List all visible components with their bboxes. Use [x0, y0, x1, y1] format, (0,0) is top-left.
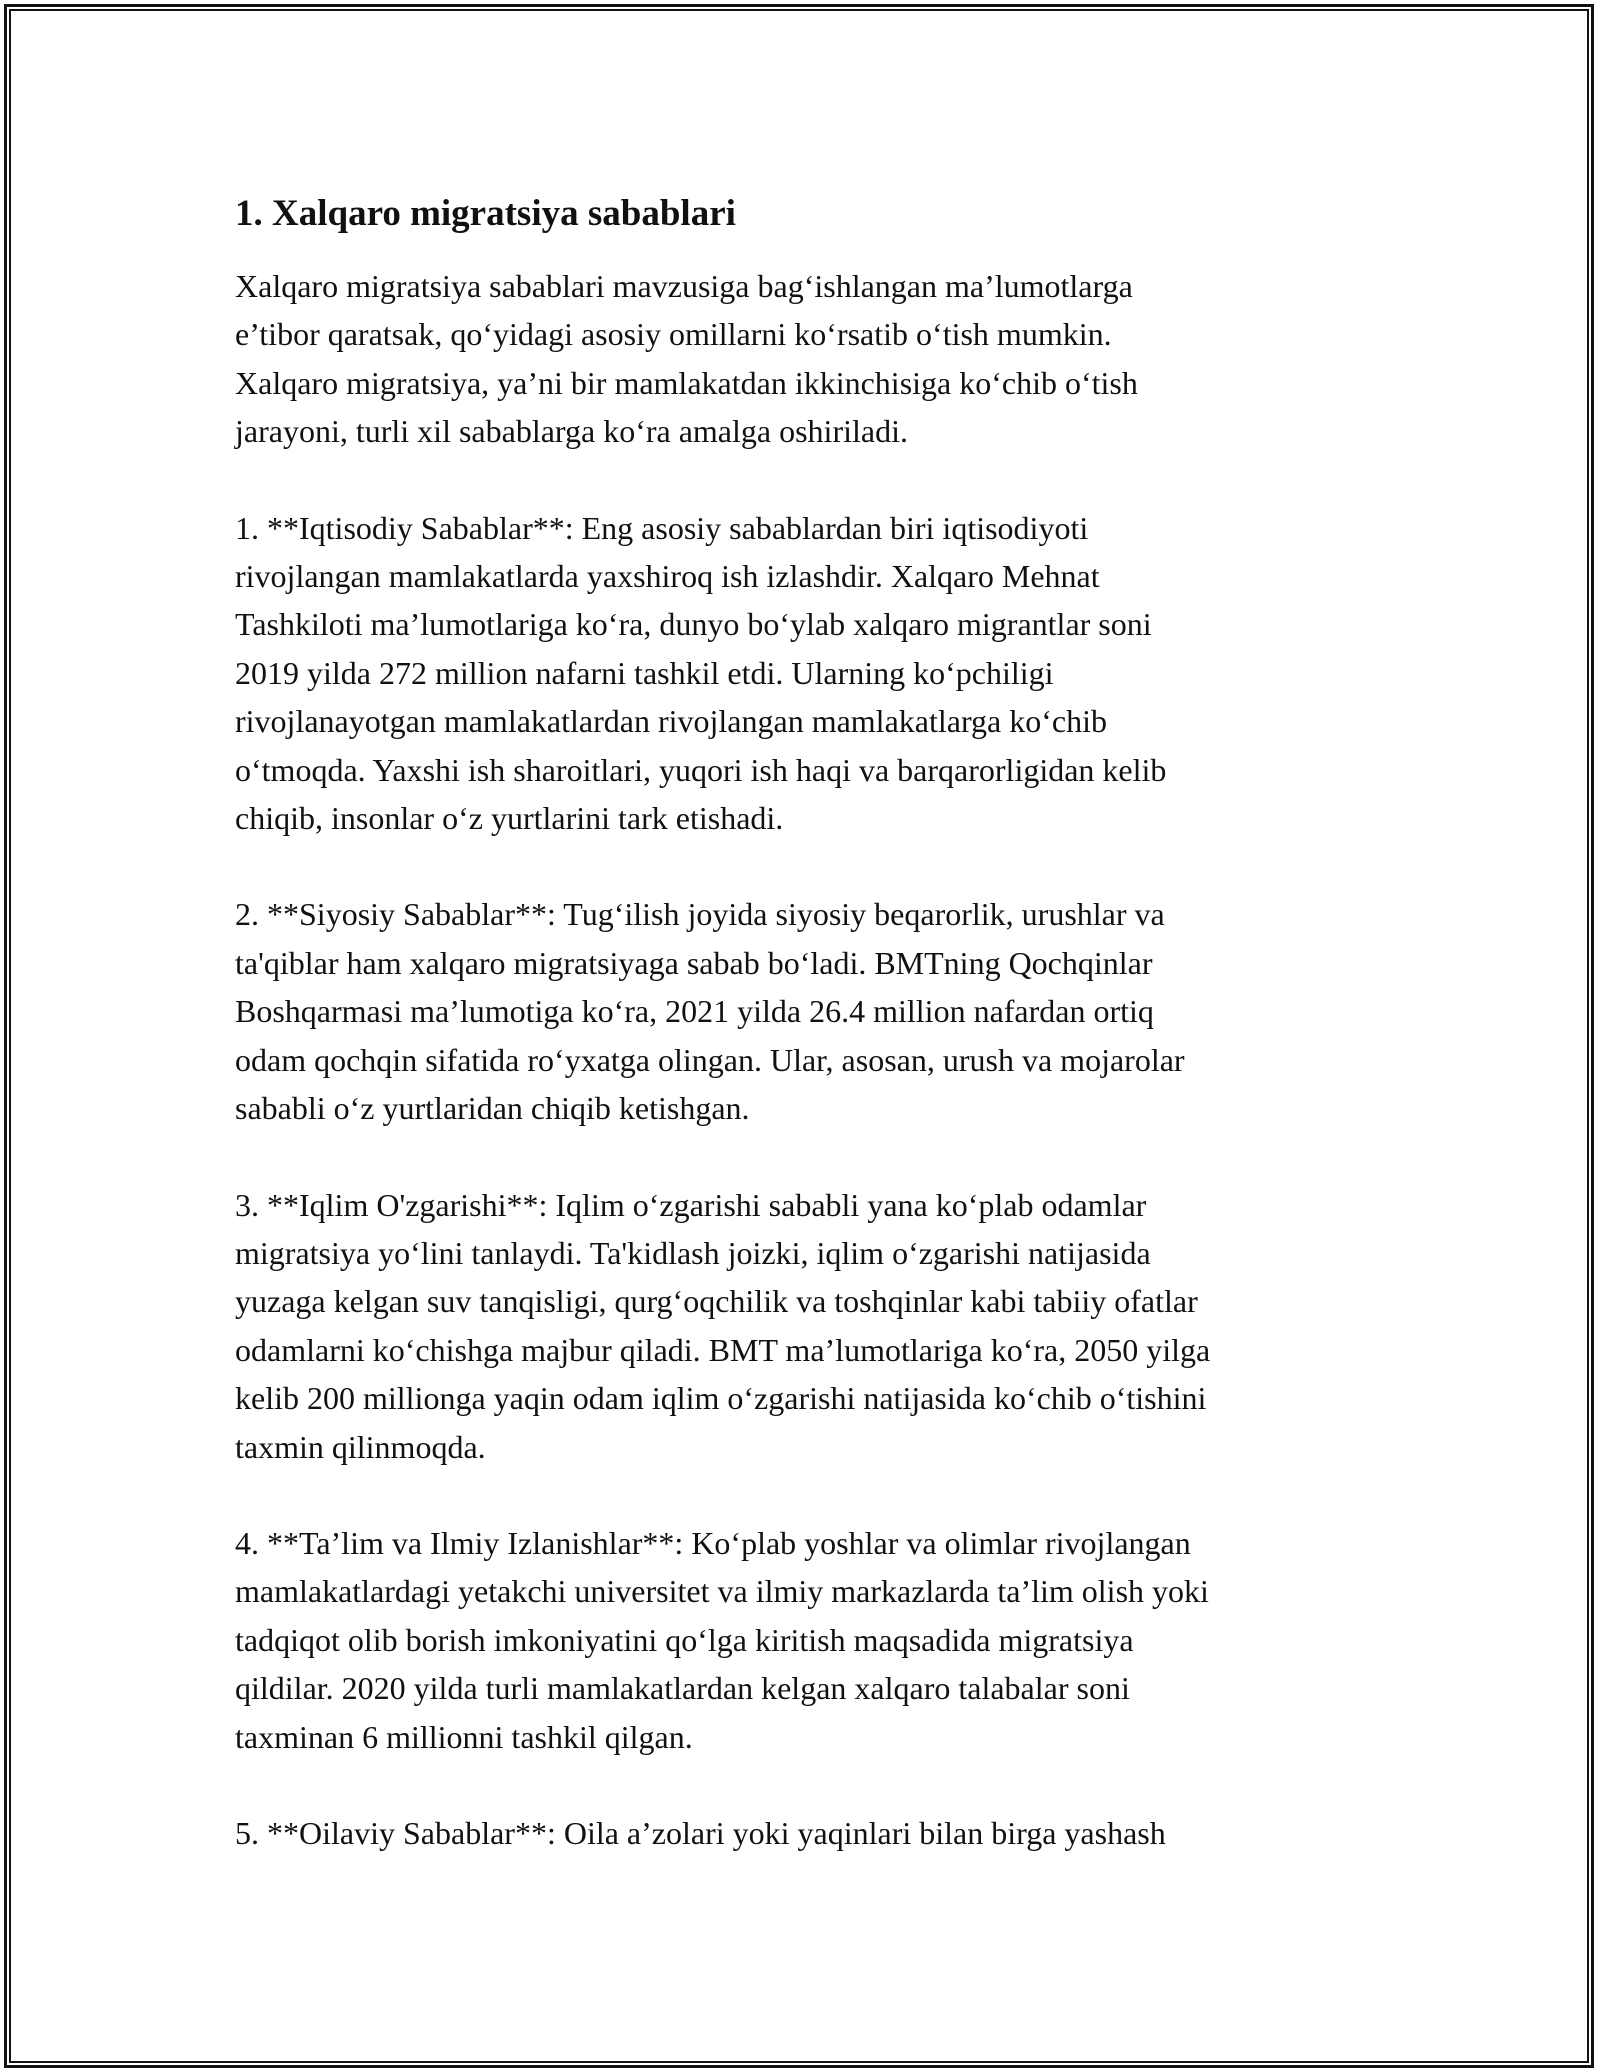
paragraph-line: yuzaga kelgan suv tanqisligi, qurg‘oqchilik va toshqinlar kabi tabiiy ofatlar	[235, 1283, 1198, 1320]
education-research-paragraph	[235, 1519, 1395, 1761]
political-reasons-paragraph	[235, 890, 1395, 1132]
paragraph-line: Xalqaro migratsiya sabablari mavzusiga bag‘ishlangan ma’lumotlarga	[235, 268, 1133, 304]
paragraph-line: odam qochqin sifatida ro‘yxatga olingan. Ular, asosan, urush va mojarolar	[235, 1041, 1185, 1078]
paragraph-line: rivojlangan mamlakatlarda yaxshiroq ish izlashdir. Xalqaro Mehnat	[235, 558, 1100, 595]
paragraph-line: odamlarni ko‘chishga majbur qiladi. BMT ma’lumotlariga ko‘ra, 2050 yilga	[235, 1331, 1211, 1368]
section-heading: 1. Xalqaro migratsiya sabablari	[235, 193, 736, 234]
paragraph-line: migratsiya yo‘lini tanlaydi. Ta'kidlash joizki, iqlim o‘zgarishi natijasida	[235, 1234, 1151, 1271]
paragraph-line: o‘tmoqda. Yaxshi ish sharoitlari, yuqori ish haqi va barqarorligidan kelib	[235, 751, 1167, 788]
paragraph-line: 4. **Ta’lim va Ilmiy Izlanishlar**: Ko‘plab yoshlar va olimlar rivojlangan	[235, 1524, 1191, 1561]
paragraph-line: e’tibor qaratsak, qo‘yidagi asosiy omillarni ko‘rsatib o‘tish mumkin.	[235, 316, 1112, 353]
paragraph-line: 2. **Siyosiy Sabablar**: Tug‘ilish joyida siyosiy beqarorlik, urushlar va	[235, 896, 1165, 933]
paragraph-line: 5. **Oilaviy Sabablar**: Oila a’zolari yoki yaqinlari bilan birga yashash	[235, 1814, 1166, 1851]
paragraph-line: Xalqaro migratsiya, ya’ni bir mamlakatdan ikkinchisiga ko‘chib o‘tish	[235, 364, 1138, 401]
paragraph-line: ta'qiblar ham xalqaro migratsiyaga sabab bo‘ladi. BMTning Qochqinlar	[235, 944, 1153, 981]
document-body	[235, 186, 1395, 1905]
paragraph-line: tadqiqot olib borish imkoniyatini qo‘lga kiritish maqsadida migratsiya	[235, 1621, 1134, 1658]
paragraph-line: Boshqarmasi ma’lumotiga ko‘ra, 2021 yilda 26.4 million nafardan ortiq	[235, 993, 1154, 1030]
family-reasons-paragraph	[235, 1809, 1395, 1857]
paragraph-line: jarayoni, turli xil sabablarga ko‘ra amalga oshiriladi.	[235, 413, 908, 450]
paragraph-line: chiqib, insonlar o‘z yurtlarini tark etishadi.	[235, 800, 784, 837]
paragraph-line: sababli o‘z yurtlaridan chiqib ketishgan.	[235, 1090, 750, 1127]
paragraph-line: kelib 200 millionga yaqin odam iqlim o‘zgarishi natijasida ko‘chib o‘tishini	[235, 1380, 1207, 1417]
climate-change-paragraph	[235, 1181, 1395, 1471]
paragraph-line: 2019 yilda 272 million nafarni tashkil etdi. Ularning ko‘pchiligi	[235, 654, 1054, 691]
paragraph-line: rivojlanayotgan mamlakatlardan rivojlangan mamlakatlarga ko‘chib	[235, 703, 1107, 740]
economic-reasons-paragraph	[235, 504, 1395, 843]
paragraph-line: 1. **Iqtisodiy Sabablar**: Eng asosiy sabablardan biri iqtisodiyoti	[235, 509, 1089, 546]
intro-paragraph	[235, 262, 1395, 456]
paragraph-line: Tashkiloti ma’lumotlariga ko‘ra, dunyo bo‘ylab xalqaro migrantlar soni	[235, 606, 1152, 643]
paragraph-line: mamlakatlardagi yetakchi universitet va ilmiy markazlarda ta’lim olish yoki	[235, 1573, 1209, 1610]
paragraph-line: taxminan 6 millionni tashkil qilgan.	[235, 1718, 693, 1755]
paragraph-line: 3. **Iqlim O'zgarishi**: Iqlim o‘zgarishi sababli yana ko‘plab odamlar	[235, 1186, 1147, 1223]
paragraph-line: taxmin qilinmoqda.	[235, 1428, 486, 1465]
paragraph-line: qildilar. 2020 yilda turli mamlakatlardan kelgan xalqaro talabalar soni	[235, 1670, 1130, 1707]
